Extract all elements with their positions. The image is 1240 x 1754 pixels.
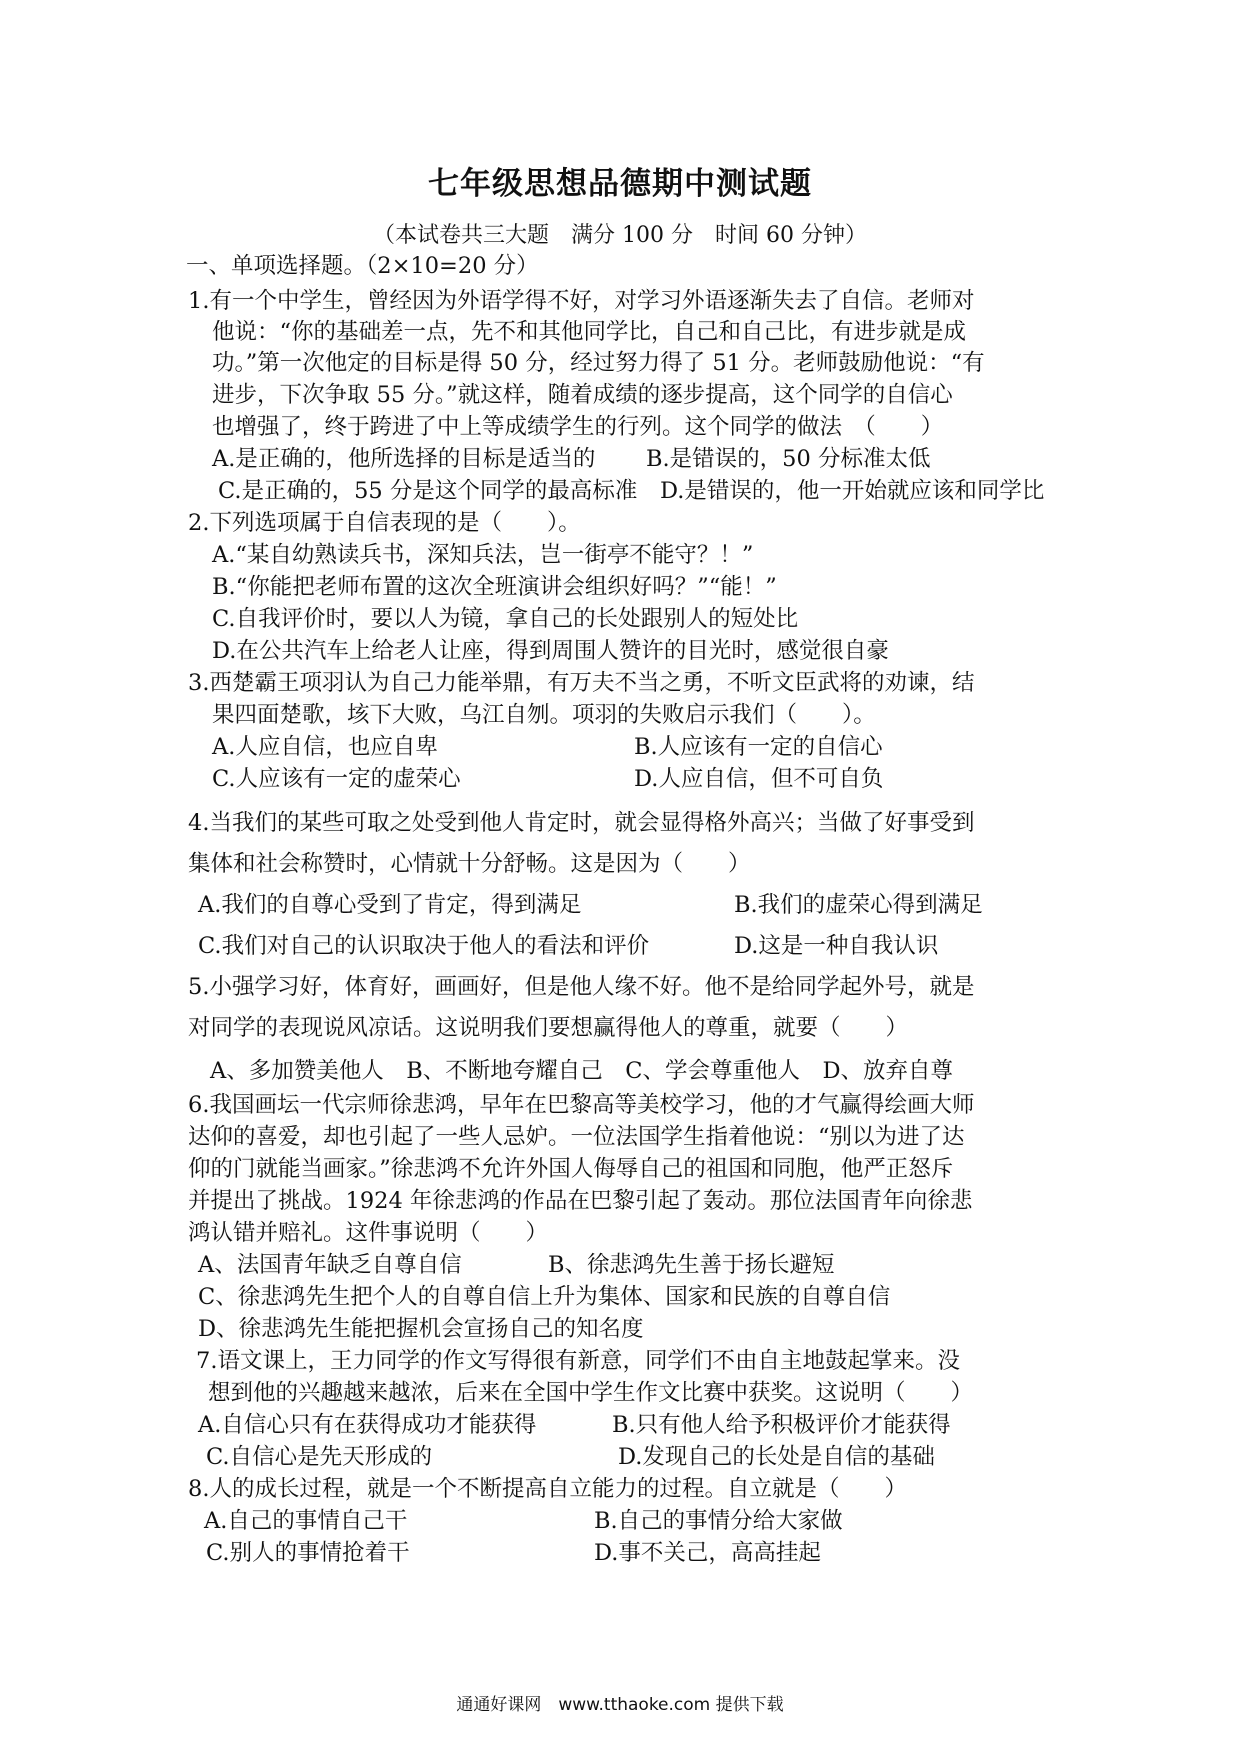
- q1-stem-line: 进步，下次争取 55 分。”就这样，随着成绩的逐步提高，这个同学的自信心: [212, 382, 953, 408]
- q1-stem-line: 功。”第一次他定的目标是得 50 分，经过努力得了 51 分。老师鼓励他说：“有: [212, 350, 985, 376]
- q6-stem-line: 鸿认错并赔礼。这件事说明（ ）: [188, 1220, 549, 1246]
- q1-option-c: C.是正确的，55 分是这个同学的最高标准: [218, 478, 638, 504]
- q8-option-a: A.自己的事情自己干: [204, 1508, 408, 1534]
- q6-stem-line: 达仰的喜爱，却也引起了一些人忌妒。一位法国学生指着他说：“别以为进了达: [188, 1124, 965, 1150]
- q1-stem-line: 他说：“你的基础差一点，先不和其他同学比，自己和自己比，有进步就是成: [212, 319, 967, 345]
- q3-option-c: C.人应该有一定的虚荣心: [212, 766, 461, 792]
- q6-option-a: A、法国青年缺乏自尊自信: [198, 1252, 462, 1278]
- q4-option-a: A.我们的自尊心受到了肯定，得到满足: [198, 892, 582, 918]
- q4-option-c: C.我们对自己的认识取决于他人的看法和评价: [198, 933, 650, 959]
- q6-stem-line: 并提出了挑战。1924 年徐悲鸿的作品在巴黎引起了轰动。那位法国青年向徐悲: [188, 1188, 973, 1214]
- q5-options: A、多加赞美他人 B、不断地夸耀自己 C、学会尊重他人 D、放弃自尊: [210, 1058, 954, 1084]
- q1-option-a: A.是正确的，他所选择的目标是适当的: [212, 446, 596, 472]
- q6-stem-line: 仰的门就能当画家。”徐悲鸿不允许外国人侮辱自己的祖国和同胞，他严正怒斥: [188, 1156, 954, 1182]
- q8-option-d: D.事不关己，高高挂起: [594, 1540, 821, 1566]
- q7-stem-line: 7.语文课上，王力同学的作文写得很有新意，同学们不由自主地鼓起掌来。没: [196, 1348, 960, 1374]
- q8-option-b: B.自己的事情分给大家做: [594, 1508, 843, 1534]
- q4-stem-line: 4.当我们的某些可取之处受到他人肯定时，就会显得格外高兴；当做了好事受到: [188, 810, 975, 836]
- q2-option-b: B.“你能把老师布置的这次全班演讲会组织好吗？”“能！”: [212, 574, 777, 600]
- q8-stem: 8.人的成长过程，就是一个不断提高自立能力的过程。自立就是（ ）: [188, 1476, 907, 1502]
- q4-option-d: D.这是一种自我认识: [734, 933, 939, 959]
- q4-option-b: B.我们的虚荣心得到满足: [734, 892, 983, 918]
- q1-option-b: B.是错误的，50 分标准太低: [646, 446, 931, 472]
- q8-option-c: C.别人的事情抢着干: [206, 1540, 410, 1566]
- q1-stem-line: 1.有一个中学生，曾经因为外语学得不好，对学习外语逐渐失去了自信。老师对: [188, 288, 975, 314]
- q7-option-b: B.只有他人给予积极评价才能获得: [612, 1412, 951, 1438]
- q7-stem-line: 想到他的兴趣越来越浓，后来在全国中学生作文比赛中获奖。这说明（ ）: [208, 1380, 974, 1406]
- q3-option-b: B.人应该有一定的自信心: [634, 734, 883, 760]
- q1-stem-line: 也增强了，终于跨进了中上等成绩学生的行列。这个同学的做法 （ ）: [212, 414, 944, 440]
- q3-stem-line: 果四面楚歌，垓下大败，乌江自刎。项羽的失败启示我们（ ）。: [212, 702, 876, 728]
- footer-download-note: 通通好课网 www.tthaoke.com 提供下载: [456, 1695, 784, 1715]
- q3-stem-line: 3.西楚霸王项羽认为自己力能举鼎，有万夫不当之勇，不听文臣武将的劝谏，结: [188, 670, 975, 696]
- q5-stem-line: 对同学的表现说风凉话。这说明我们要想赢得他人的尊重，就要（ ）: [188, 1015, 909, 1041]
- q7-option-a: A.自信心只有在获得成功才能获得: [198, 1412, 537, 1438]
- q1-option-d: D.是错误的，他一开始就应该和同学比: [660, 478, 1045, 504]
- exam-info: （本试卷共三大题 满分 100 分 时间 60 分钟）: [373, 223, 867, 248]
- q3-option-a: A.人应自信，也应自卑: [212, 734, 438, 760]
- q6-stem-line: 6.我国画坛一代宗师徐悲鸿，早年在巴黎高等美校学习，他的才气赢得绘画大师: [188, 1092, 975, 1118]
- q5-stem-line: 5.小强学习好，体育好，画画好，但是他人缘不好。他不是给同学起外号，就是: [188, 974, 975, 1000]
- q3-option-d: D.人应自信，但不可自负: [634, 766, 884, 792]
- section-heading: 一、单项选择题。（2×10=20 分）: [186, 253, 539, 279]
- q2-option-c: C.自我评价时，要以人为镜，拿自己的长处跟别人的短处比: [212, 606, 799, 632]
- q2-option-a: A.“某自幼熟读兵书，深知兵法，岂一街亭不能守？！”: [212, 542, 754, 568]
- page-title: 七年级思想品德期中测试题: [428, 166, 812, 202]
- q6-option-b: B、徐悲鸿先生善于扬长避短: [548, 1252, 835, 1278]
- q7-option-c: C.自信心是先天形成的: [206, 1444, 433, 1470]
- q6-option-d: D、徐悲鸿先生能把握机会宣扬自己的知名度: [198, 1316, 644, 1342]
- q2-option-d: D.在公共汽车上给老人让座，得到周围人赞许的目光时，感觉很自豪: [212, 638, 889, 664]
- q6-option-c: C、徐悲鸿先生把个人的自尊自信上升为集体、国家和民族的自尊自信: [198, 1284, 891, 1310]
- q2-stem: 2.下列选项属于自信表现的是（ ）。: [188, 510, 581, 536]
- q7-option-d: D.发现自己的长处是自信的基础: [618, 1444, 935, 1470]
- q4-stem-line: 集体和社会称赞时，心情就十分舒畅。这是因为（ ）: [188, 851, 751, 877]
